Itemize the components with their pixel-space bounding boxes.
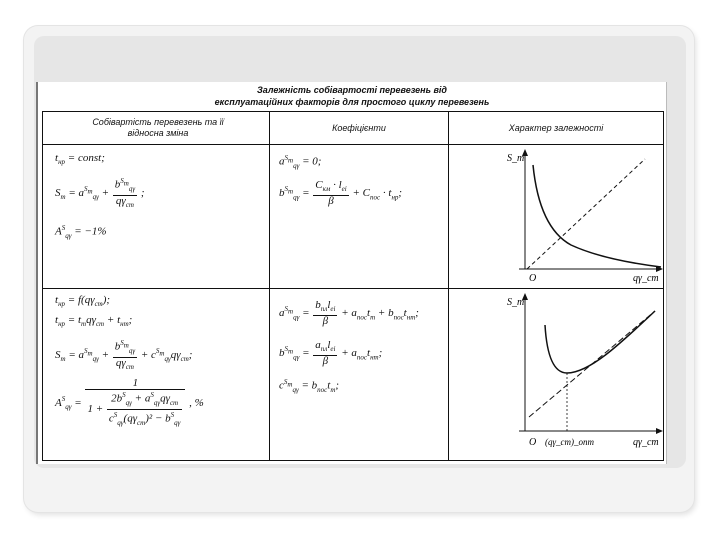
header-cost: Собівартість перевезень та її відносна зміна (92, 117, 224, 138)
row2-cost-formula-4: $A^S_{q\gamma}$ = 1 1 + $\frac{2b^S_{q\gamma} + a^S_{q\gamma}q\gamma_{ст}}{c^S_{q\gamma}(q\gamma_{ст})^2 - b^S_{q\gamma}}$ , % (55, 377, 204, 427)
row2-dashed-line (529, 311, 655, 417)
row1-coef-formula-2: $b^{S_т}_{q\gamma}$ = $\frac{C_{км} \cdot l_{ei}}{\beta}$ + $C_{пос} \cdot t_{нр}$; (279, 179, 403, 208)
row1-cost-curve (533, 165, 661, 267)
row2-dependency-graph (449, 289, 663, 460)
table-title-line2: експлуатаційних факторів для простого циклу перевезень (214, 97, 490, 107)
row1-cost-formula-3: $A^S_{q\gamma} = -1\%$ (55, 224, 107, 240)
header-coefficients: Коефіцієнти (332, 122, 386, 133)
row1-coef-formula-1: $a^{S_т}_{q\gamma} = 0$; (279, 154, 322, 170)
row2-coef-formula-3: $c^{S_т}_{q\gamma} = b_{пос}t_т$; (279, 378, 340, 394)
row2-x-axis-arrow (656, 428, 663, 434)
row2-cost-formula-1: $t_{нр} = f(q\gamma_{ст})$; (55, 294, 111, 309)
dependency-table (42, 111, 664, 461)
row2-optimum-label: (qγ_ст)_опт (545, 437, 595, 447)
row1-origin-label: O (529, 273, 537, 284)
scanned-table-image (36, 82, 667, 464)
row1-x-label: qγ_ст (633, 273, 659, 284)
row2-x-label: qγ_ст (633, 437, 659, 448)
column-divider (269, 112, 270, 460)
row2-origin-label: O (529, 437, 537, 448)
row1-cost-formula-1: $t_{нр}$ = const; (55, 152, 105, 167)
row2-coef-formula-1: $a^{S_т}_{q\gamma}$ = $\frac{b_{пл}l_{ei}}{\beta}$ + $a_{пос}t_т + b_{пос}t_{нт}$; (279, 299, 419, 328)
row2-coef-formula-2: $b^{S_т}_{q\gamma}$ = $\frac{a_{пл}l_{ei}}{\beta}$ + $a_{пос}t_{нт}$; (279, 339, 383, 368)
header-dependency: Характер залежності (508, 122, 604, 133)
row1-cost-formula-2: $S_т = a^{S_т}_{q\gamma}$ + $\frac{b^{S_т}_{q\gamma}}{q\gamma_{ст}}$ ; (55, 177, 145, 210)
row2-cost-formula-2: $t_{нр} = t_тq\gamma_{ст} + t_{нт}$; (55, 314, 133, 329)
row2-y-label: S_т (507, 297, 525, 308)
row1-y-label: S_т (507, 153, 525, 164)
row1-cost-cell (51, 150, 266, 286)
row2-coef-cell (275, 294, 445, 458)
row2-cost-cell (51, 294, 266, 458)
row1-coef-cell (275, 150, 445, 286)
row1-dependency-graph (449, 145, 663, 288)
table-title-line1: Залежність собівартості перевезень від (257, 85, 447, 95)
row2-cost-curve (545, 311, 655, 373)
row2-cost-formula-3: $S_т = a^{S_т}_{q\gamma}$ + $\frac{b^{S_т}_{q\gamma}}{q\gamma_{ст}}$ + $c^{S_т}_{q\gamma}q\gamma_{ст}$; (55, 339, 193, 372)
